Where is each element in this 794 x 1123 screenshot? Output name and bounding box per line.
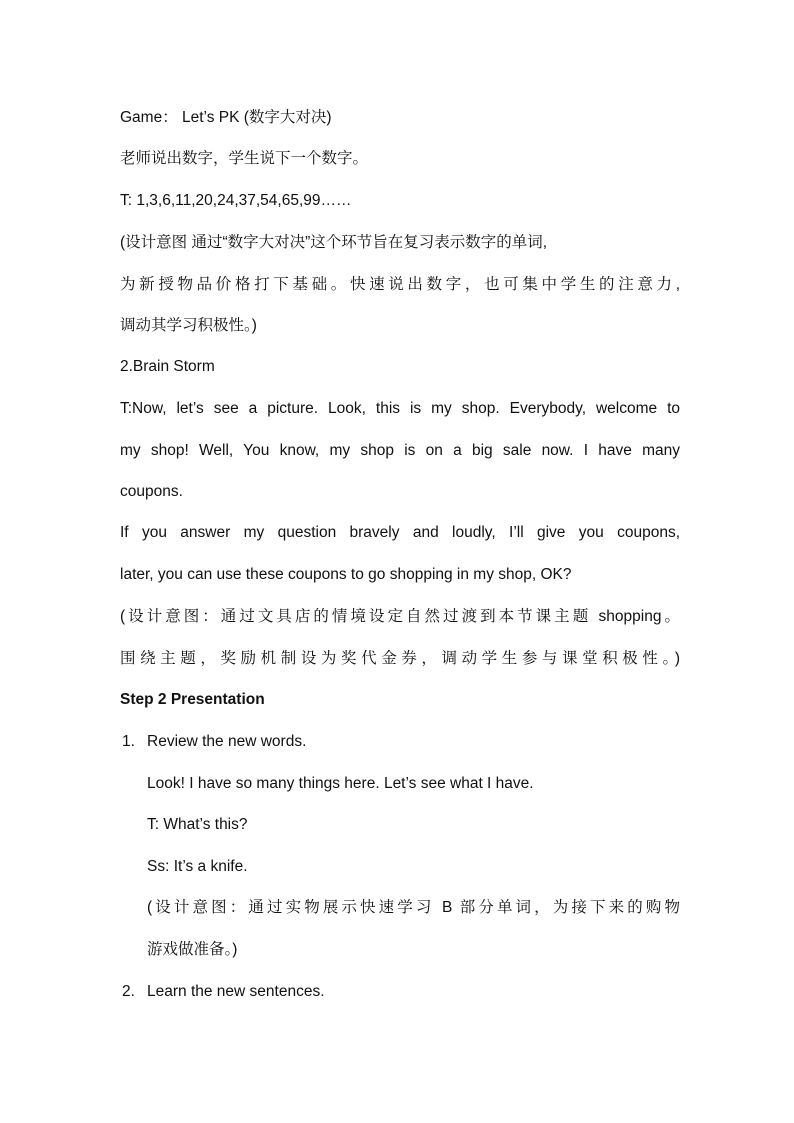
item-2-number: 2. (122, 983, 135, 1000)
item-1-number: 1. (122, 733, 135, 750)
item-1-intent-line-1: (设计意图：通过实物展示快速学习 B 部分单词，为接下来的购物 (147, 899, 680, 916)
brainstorm-line-2: my shop! Well, You know, my shop is on a big sale now. I have many (120, 442, 680, 459)
intent-1-line-1: (设计意图 通过“数字大对决”这个环节旨在复习表示数字的单词, (120, 234, 548, 251)
intent-1-line-2: 为新授物品价格打下基础。快速说出数字，也可集中学生的注意力, (120, 276, 680, 293)
brainstorm-line-5: later, you can use these coupons to go shopping in my shop, OK? (120, 566, 572, 583)
brainstorm-heading: 2.Brain Storm (120, 358, 215, 375)
game-rule: 老师说出数字，学生说下一个数字。 (120, 150, 369, 167)
brainstorm-intent-line-2: 围绕主题，奖励机制设为奖代金券，调动学生参与课堂积极性。) (120, 650, 680, 667)
item-1-intent-line-2: 游戏做准备。) (147, 941, 238, 958)
brainstorm-line-1: T:Now, let’s see a picture. Look, this is my shop. Everybody, welcome to (120, 400, 680, 417)
brainstorm-intent-line-1: (设计意图：通过文具店的情境设定自然过渡到本节课主题 shopping。 (120, 608, 680, 625)
item-1-title: Review the new words. (147, 733, 307, 750)
brainstorm-line-4: If you answer my question bravely and loudly, I’ll give you coupons, (120, 524, 680, 541)
item-1-line-2: T: What’s this? (147, 816, 248, 833)
numbers-line: T: 1,3,6,11,20,24,37,54,65,99…… (120, 192, 352, 209)
item-1-line-1: Look! I have so many things here. Let’s see what I have. (147, 775, 534, 792)
brainstorm-line-3: coupons. (120, 483, 183, 500)
intent-1-line-3: 调动其学习积极性。) (120, 317, 257, 334)
item-1-line-3: Ss: It’s a knife. (147, 858, 248, 875)
item-2-title: Learn the new sentences. (147, 983, 325, 1000)
presentation-heading: Step 2 Presentation (120, 691, 265, 708)
game-title: Game： Let’s PK (数字大对决) (120, 109, 332, 126)
